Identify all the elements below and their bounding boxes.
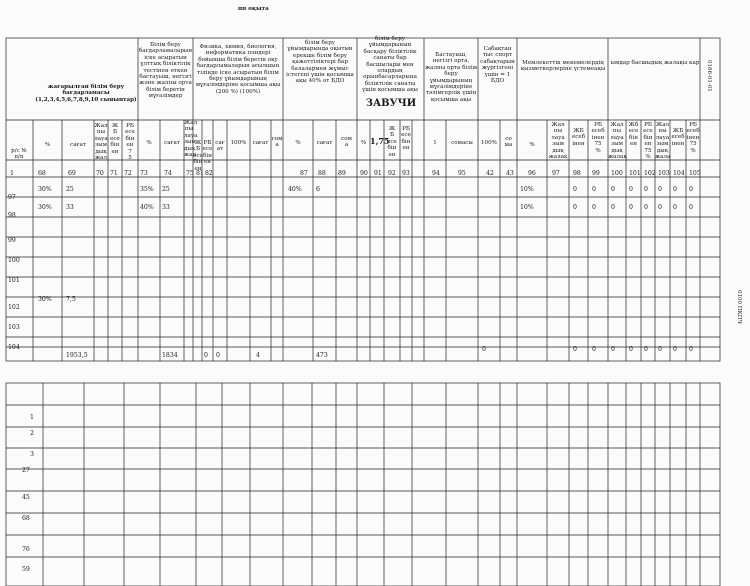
- sub-pct-3: %: [295, 140, 301, 146]
- column-number: 87: [300, 170, 308, 177]
- row-number: 99: [8, 237, 16, 244]
- column-number: 90: [360, 170, 368, 177]
- total-zero: 0: [689, 346, 693, 353]
- column-number: 71: [110, 170, 118, 177]
- column-number: 88: [318, 170, 326, 177]
- lower-row-number: 27: [22, 467, 30, 474]
- cell-zero: 0: [658, 204, 662, 211]
- total-hours: 1953,5: [66, 352, 88, 359]
- header-managers: білім беру ұйымдарының басқару біліктілік санаты бар басшылары мен олардың орынбасарларына біліктілік санаты үшін қосымша ақы: [362, 36, 418, 94]
- cell-pct: 30%: [38, 204, 52, 211]
- sub-rb-2: РБ есе бін ен: [202, 140, 213, 166]
- sub-hours: сағат: [70, 142, 86, 148]
- cell-zero: 0: [629, 204, 633, 211]
- column-number: 95: [458, 170, 466, 177]
- column-number: 82: [205, 170, 213, 177]
- sub-pct: %: [44, 142, 51, 148]
- header-programs: жағарылған білім беру бағдарламасы (1,2,3,4,5,6,7,8,9,10 сыныптар): [35, 84, 137, 103]
- header-managers-stamp: ЗАВУЧИ: [365, 98, 417, 109]
- cell-pct-2: 40%: [140, 204, 154, 211]
- header-sport: Сабақтан тыс спорт сабақтарын жүргізгені үшін = 1 БДО: [480, 46, 515, 85]
- row-number: 97: [8, 194, 16, 201]
- column-number: 1: [10, 170, 14, 177]
- cell-zero: 0: [644, 204, 648, 211]
- header-fragment: пп оқыта: [238, 6, 269, 12]
- lower-row-number: 45: [22, 494, 30, 501]
- sub-zhalaq: Жал пы лауа зым дық жалақ: [548, 122, 568, 161]
- cell-hours-2: 25: [162, 186, 170, 193]
- cell-state-pct: 10%: [520, 204, 534, 211]
- sub-hours-4: сағат: [316, 140, 333, 146]
- column-number: 43: [506, 170, 514, 177]
- sub-zhb-5: ЖБ есеб інен: [671, 128, 685, 147]
- column-number: 68: [38, 170, 46, 177]
- total-zero: 0: [673, 346, 677, 353]
- sub-som: сом а: [271, 136, 283, 149]
- cell-zero: 0: [573, 186, 577, 193]
- sub-zhalpy-pay: Жал пы лауа зым дық жал: [184, 120, 198, 159]
- cell-pct-2: 35%: [140, 186, 154, 193]
- column-number: 102: [644, 170, 656, 177]
- total-a: 0: [204, 352, 208, 359]
- sub-rb-4: РБ есе бін ен 75 %: [643, 122, 653, 161]
- cell-zero: 0: [689, 204, 693, 211]
- column-number: 70: [96, 170, 104, 177]
- column-number: 75: [186, 170, 194, 177]
- cell-zero: 0: [673, 204, 677, 211]
- header-physics: Физика, химия, биология, информатика пәндері бойынша білім беретін оқу бағдарламаларын ағылшын тілінде іске асыратын білім беру ұйымдарының мұғалімдеріне қосымша ақы (200 %) (100%): [195, 44, 281, 95]
- sub-rb-5: РБ есеб інен 75 %: [686, 122, 700, 154]
- column-number: 103: [658, 170, 670, 177]
- column-number: 101: [629, 170, 641, 177]
- cell-zero: 0: [592, 186, 596, 193]
- column-number: 92: [388, 170, 396, 177]
- sub-zhb: Ж Б есе бін ен: [110, 123, 120, 155]
- total-zero: 0: [644, 346, 648, 353]
- sub-saat: сағ ат: [215, 140, 225, 153]
- header-primary: Бастауыш, негізгі орта, жалпы орта білім беру ұйымдарының мұғалімдеріне тәлімгерлік үшін қосымша ақы: [425, 52, 477, 103]
- header-last: ымдар басшыдық жалақы кар: [610, 60, 700, 66]
- sub-zhb-4: Жб есе бін ен: [628, 122, 639, 148]
- lower-row-number: 68: [22, 515, 30, 522]
- sub-zhb-2: Ж Б есе бін ен: [193, 140, 203, 172]
- cell-hours-2: 33: [162, 204, 170, 211]
- column-number: 42: [486, 170, 494, 177]
- sub-zhalpy-3: Жал пы лауа зым дық жала: [655, 122, 671, 161]
- sub-zhalpy-2: Жал пы лауа зым дық жалақ: [608, 122, 627, 161]
- cell-zero: 0: [573, 204, 577, 211]
- row-number-label: р/с № п/п: [11, 148, 27, 161]
- sub-pct-2: %: [146, 140, 152, 146]
- row-number: 103: [8, 324, 20, 331]
- row-number: 104: [8, 344, 20, 351]
- cell-hours: 7,5: [66, 296, 76, 303]
- column-number: 94: [432, 170, 440, 177]
- sub-rb: РБ есе бін ен 7 5: [125, 123, 135, 162]
- total-zero: 0: [573, 346, 577, 353]
- total-b: 0: [216, 352, 220, 359]
- cell-state-pct: 10%: [520, 186, 534, 193]
- total-zero: 0: [629, 346, 633, 353]
- cell-zero: 0: [592, 204, 596, 211]
- total-hours-2: 1834: [162, 352, 178, 359]
- lower-row-number: 1: [30, 414, 34, 421]
- cell-pct: 30%: [38, 296, 52, 303]
- cell-hours: 25: [66, 186, 74, 193]
- column-number: 69: [68, 170, 76, 177]
- row-number: 102: [8, 304, 20, 311]
- cell-pct: 30%: [38, 186, 52, 193]
- cell-zero: 0: [673, 186, 677, 193]
- row-number: 98: [8, 212, 16, 219]
- sub-zhb-esebinen: ЖБ есеб інен: [571, 128, 586, 147]
- sub-100-2: 100%: [481, 140, 497, 146]
- sub-hours-2: сағат: [164, 140, 180, 146]
- column-number: 72: [124, 170, 132, 177]
- column-number: 104: [673, 170, 685, 177]
- sub-som-3: со ма: [504, 136, 513, 149]
- sub-rb-esebinen: РБ есеб інен 75 %: [591, 122, 605, 154]
- sub-rb-3: РБ есе бін ен: [401, 126, 411, 152]
- lower-row-number: 59: [22, 566, 30, 573]
- row-number: 101: [8, 277, 20, 284]
- row-number: 100: [8, 257, 20, 264]
- cell-zero: 0: [644, 186, 648, 193]
- column-number: 91: [374, 170, 382, 177]
- sub-1: 1: [433, 140, 437, 146]
- sub-hours-3: сағат: [252, 140, 269, 146]
- cell-special-pct: 40%: [288, 186, 302, 193]
- cell-zero: 0: [611, 186, 615, 193]
- cell-zero: 0: [611, 204, 615, 211]
- header-special: білім беру ұйымдарында оқытын ерекше білім беру қажеттіліктері бар балалармен жұмыс істегені үшін қосымша ақы 40% от БДО: [286, 40, 354, 85]
- sub-zhb-3: Ж Б есе бін ен: [387, 126, 397, 158]
- column-number: 96: [528, 170, 536, 177]
- side-stamp: 0100 ПКПЧ: [736, 290, 742, 324]
- total-special: 473: [316, 352, 328, 359]
- column-number: 81: [196, 170, 204, 177]
- column-number: 105: [689, 170, 701, 177]
- cell-zero: 0: [689, 186, 693, 193]
- lower-row-number: 3: [30, 451, 34, 458]
- lower-row-number: 76: [22, 546, 30, 553]
- sub-zhalpy: Жал пы лауа зым дық жал: [94, 123, 108, 162]
- sub-1-75: 1,75: [370, 136, 390, 146]
- total-c: 4: [256, 352, 260, 359]
- cell-zero: 0: [629, 186, 633, 193]
- total-zero: 0: [611, 346, 615, 353]
- sub-100: 100%: [230, 140, 247, 146]
- cell-zero: 0: [658, 186, 662, 193]
- column-number: 73: [140, 170, 148, 177]
- column-number: 93: [402, 170, 410, 177]
- column-number: 97: [552, 170, 560, 177]
- sub-somasy: сомасы: [451, 140, 473, 146]
- column-number: 89: [338, 170, 346, 177]
- header-programs-sub: Білім беру бағдарламаларын іске асыратын ұлттық біліктілік тестінен өткен бастауыш, негізгі және жалпы орта білім беретін мұғалімдер: [138, 42, 193, 100]
- header-code: 0166-01-01: [706, 60, 712, 92]
- column-number: 100: [611, 170, 623, 177]
- column-number: 98: [573, 170, 581, 177]
- column-number: 99: [592, 170, 600, 177]
- cell-hours: 33: [66, 204, 74, 211]
- total-zero: 0: [658, 346, 662, 353]
- sub-pct-5: %: [529, 142, 535, 148]
- column-number: 74: [164, 170, 172, 177]
- total-sport: 0: [482, 346, 486, 353]
- cell-special-hours: 6: [316, 186, 320, 193]
- lower-row-number: 2: [30, 430, 34, 437]
- total-zero: 0: [592, 346, 596, 353]
- sub-som-2: сом а: [341, 136, 352, 149]
- sub-pct-4: %: [360, 140, 367, 146]
- header-state: Мемлекеттік мекемелердің қызметкерлеріне үстемеақы: [520, 60, 606, 73]
